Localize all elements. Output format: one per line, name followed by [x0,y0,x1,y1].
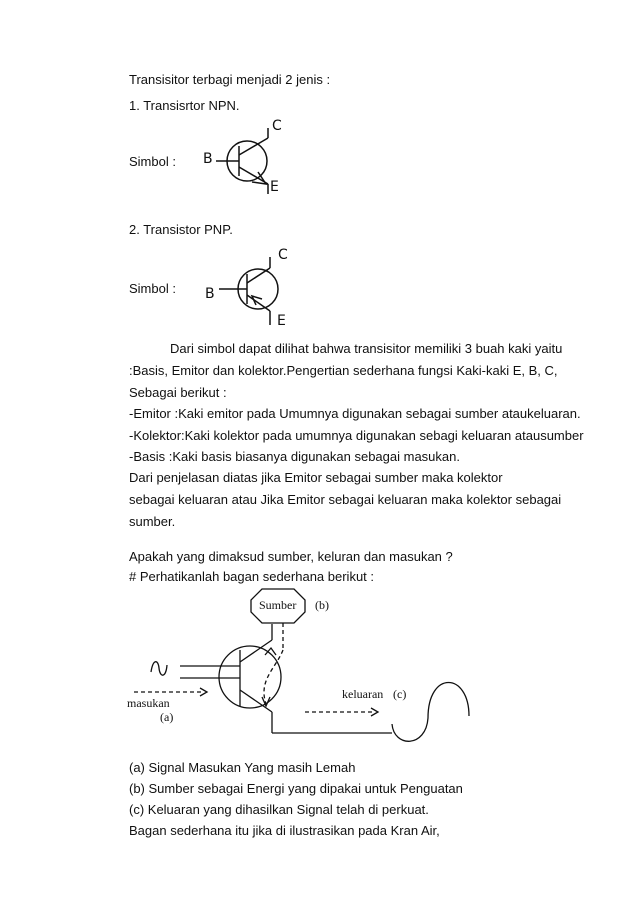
sumber-label: Sumber [259,598,297,612]
conclusion-line-1: Dari penjelasan diatas jika Emitor sebagai sumber maka kolektor [129,470,503,485]
keluaran-label: keluaran [342,687,384,701]
pnp-heading: 2. Transistor PNP. [129,222,233,237]
emitor-description: -Emitor :Kaki emitor pada Umumnya digunakan sebagai sumber ataukeluaran. [129,406,581,421]
npn-emitter-label: E [270,179,279,195]
sumber-tag: (b) [315,598,329,612]
pnp-simbol-label: Simbol : [129,281,176,296]
intro-text: Transisitor terbagi menjadi 2 jenis : [129,72,331,87]
legend-a: (a) Signal Masukan Yang masih Lemah [129,760,356,775]
legend-c: (c) Keluaran yang dihasilkan Signal telah di perkuat. [129,802,429,817]
paragraph-line-1: Dari simbol dapat dilihat bahwa transisitor memiliki 3 buah kaki yaitu [170,341,563,356]
masukan-label: masukan [127,696,170,710]
npn-collector-label: C [272,118,282,134]
npn-simbol-label: Simbol : [129,154,176,169]
basis-description: -Basis :Kaki basis biasanya digunakan sebagai masukan. [129,449,460,464]
masukan-tag: (a) [160,710,174,724]
keluaran-tag: (c) [393,687,407,701]
pnp-base-label: B [205,286,215,302]
pnp-collector-label: C [278,247,288,263]
paragraph-line-3: Sebagai berikut : [129,385,227,400]
paragraph-line-2: :Basis, Emitor dan kolektor.Pengertian sederhana fungsi Kaki-kaki E, B, C, [129,363,558,378]
hint-text: # Perhatikanlah bagan sederhana berikut : [129,569,375,584]
npn-heading: 1. Transisrtor NPN. [129,98,240,113]
question-text: Apakah yang dimaksud sumber, keluran dan masukan ? [129,549,453,564]
closing-text: Bagan sederhana itu jika di ilustrasikan pada Kran Air, [129,823,440,838]
kolektor-description: -Kolektor:Kaki kolektor pada umumnya digunakan sebagi keluaran atausumber [129,428,584,443]
pnp-emitter-label: E [277,313,286,329]
npn-base-label: B [203,151,213,167]
conclusion-line-2: sebagai keluaran atau Jika Emitor sebagai keluaran maka kolektor sebagai [129,492,562,507]
legend-b: (b) Sumber sebagai Energi yang dipakai untuk Penguatan [129,781,463,796]
conclusion-line-3: sumber. [129,514,176,529]
